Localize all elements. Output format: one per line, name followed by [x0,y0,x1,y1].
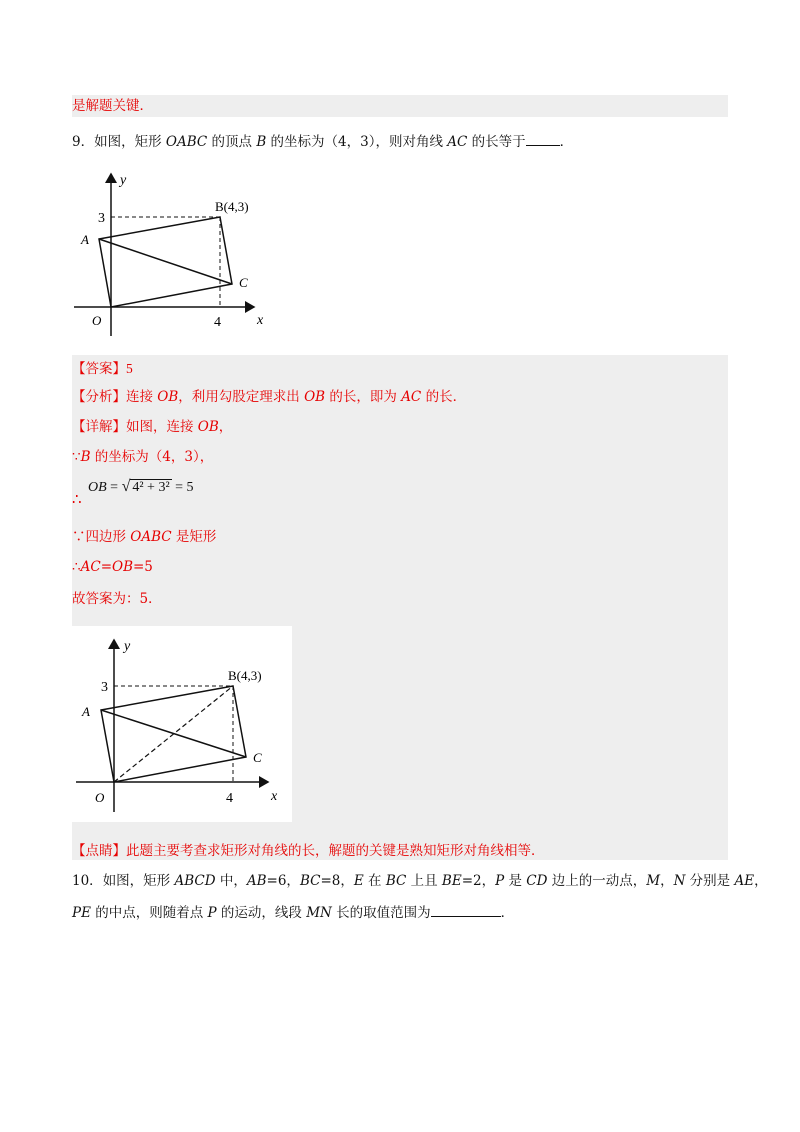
detail-text-a: 如图，连接 [126,419,198,435]
step-3-oabc: OABC [130,529,172,545]
analysis-tag: 【分析】 [72,389,126,405]
q10-p1: P [495,873,505,889]
tick-label-4: 4 [226,791,233,806]
formula-lhs: OB [88,480,107,495]
q10-bc2: BC [385,873,407,889]
step-4-eq1: = [100,559,112,575]
step-3 [72,528,216,546]
q10-t9: 边上的一动点， [547,873,647,889]
comment-line [72,842,545,860]
diagonal-ob [114,686,233,782]
point-label-c: C [239,275,248,290]
q10-t11: 分别是 [685,873,735,889]
step-3-end: 是矩形 [171,529,217,545]
comment-text: 此题主要考查求矩形对角线的长，解题的关键是熟知矩形对角线相等． [126,843,545,859]
answer-value: 5 [126,361,133,376]
point-label-a: A [81,232,89,247]
figure-rectangle-oabc [74,166,274,340]
q10-n: N [673,873,686,889]
sqrt-sign: √ [121,478,131,495]
figure-rectangle-oabc-with-ob [76,632,288,816]
q9-text-d: 的长等于 [467,134,526,150]
q9-text-b: 的顶点 [207,134,257,150]
analysis-text-d: 的长． [421,389,467,405]
tick-label-3: 3 [98,211,105,226]
q10-t6: 上且 [406,873,442,889]
detail-line [72,418,232,436]
y-axis-label: y [120,173,127,188]
step-4-ob: OB [112,559,133,575]
tick-label-4: 4 [214,315,221,330]
point-label-b: B(4,3) [228,668,262,683]
step-4-ac: AC [80,559,101,575]
q10-t7: =2， [461,873,496,889]
q10-cd: CD [526,873,548,889]
q9-b: B [256,134,267,150]
therefore-symbol-2: ∴ [72,559,81,575]
q10-t12: ， [754,873,768,889]
question-10-line-2 [72,904,514,922]
step-1 [72,448,213,466]
because-symbol: ∵ [72,449,81,465]
q10-t5: 在 [363,873,386,889]
q10-t4: =8， [320,873,354,889]
formula-eq: = [106,480,122,495]
q10-t1: 如图，矩形 [102,873,175,889]
detail-ob: OB [197,419,219,435]
question-9 [72,133,573,151]
analysis-ac: AC [401,389,422,405]
point-label-o: O [95,790,105,805]
analysis-ob-2: OB [304,389,326,405]
x-axis-label: x [257,313,264,328]
q9-text-e: ． [559,134,574,150]
q9-oabc: OABC [165,134,208,150]
analysis-line [72,388,466,406]
q10-m: M [646,873,661,889]
q10-e1: E [353,873,364,889]
question-10-line-1 [72,872,768,890]
detail-tag: 【详解】 [72,419,126,435]
final-answer-line: 故答案为：5． [72,591,162,607]
formula-ob [88,478,194,497]
q10-t2: 中， [215,873,247,889]
q10-t16: ． [500,905,515,921]
q10-bc1: BC [299,873,321,889]
answer-blank-10 [431,904,501,917]
q9-ac: AC [447,134,468,150]
q10-t10: ， [660,873,674,889]
therefore-symbol: ∴ [72,490,82,508]
step-3-text: 四边形 [85,529,131,545]
step-1-b: B [80,449,91,465]
prev-answer-tail-block [72,95,728,117]
q10-p2: P [207,905,217,921]
q10-ae: AE [734,873,755,889]
analysis-text-c: 的长，即为 [325,389,402,405]
q10-pe: PE [72,905,91,921]
point-label-a: A [82,704,90,719]
q10-be: BE [441,873,462,889]
tick-label-3: 3 [101,680,108,695]
q10-abcd: ABCD [174,873,216,889]
because-symbol-2: ∵ [72,529,86,545]
therefore-line [72,490,82,508]
question-number: 9． [72,134,95,150]
answer-tag: 【答案】 [72,361,126,377]
detail-text-b: ， [218,419,233,435]
q9-text-c: 的坐标为（4，3），则对角线 [266,134,448,150]
step-4-eq2: =5 [133,559,153,575]
q9-text-a: 如图，矩形 [94,134,166,150]
analysis-text-b: ，利用勾股定理求出 [178,389,305,405]
question-number-10: 10． [72,873,103,889]
formula-rhs: = 5 [171,480,194,495]
point-label-o: O [92,313,102,328]
q10-t15: 长的取值范围为 [331,905,431,921]
q10-t13: 的中点，则随着点 [90,905,208,921]
prev-answer-tail: 是解题关键． [72,98,153,114]
analysis-text-a: 连接 [126,389,158,405]
q10-t3: =6， [266,873,300,889]
point-label-c: C [253,750,262,765]
x-axis-label: x [271,789,278,804]
diagonal-ac [99,239,232,284]
y-axis-label: y [124,639,131,654]
q10-t14: 的运动，线段 [216,905,307,921]
q10-mn: MN [306,905,332,921]
step-4 [72,558,153,576]
answer-blank [526,133,560,146]
point-label-b: B(4,3) [215,199,249,214]
q10-ab: AB [246,873,267,889]
analysis-ob-1: OB [157,389,179,405]
answer-line [72,360,133,378]
q10-t8: 是 [504,873,527,889]
step-1-text: 的坐标为（4，3）， [90,449,214,465]
comment-tag: 【点睛】 [72,843,126,859]
formula-radicand: 4² + 3² [132,480,170,495]
